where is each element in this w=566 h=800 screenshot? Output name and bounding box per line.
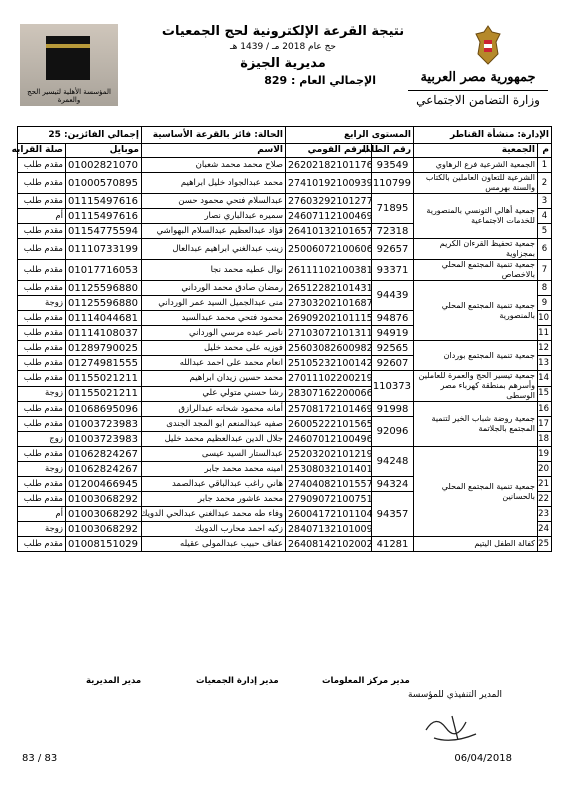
request-number: 93549 (372, 158, 414, 173)
row-number: 6 (538, 239, 552, 260)
column-header-association: الجمعية (414, 144, 538, 158)
person-name: فوزيه على محمد خليل (142, 341, 286, 356)
row-number: 10 (538, 311, 552, 326)
kaaba-image (46, 36, 90, 80)
handwritten-signature (422, 710, 482, 746)
person-name: زكيه احمد محارب الدويك (142, 522, 286, 537)
mobile-number: 01000570895 (66, 173, 142, 194)
row-number: 18 (538, 432, 552, 447)
association-name: جمعية تنمية المجتمع المحلي بالمنصورية (414, 281, 538, 341)
national-id: 25603082600982 (286, 341, 372, 356)
report-title: نتيجة القرعة الإلكترونية لحج الجمعيات (161, 24, 405, 39)
page-header (0, 10, 566, 120)
association-name: جمعية تحفيظ القرءان الكريم بمجزاوية (414, 239, 538, 260)
mobile-number: 01003068292 (66, 507, 142, 522)
table-row (18, 281, 552, 296)
relation: أم (18, 209, 66, 224)
kaaba-photo (20, 24, 118, 106)
request-number: 91998 (372, 402, 414, 417)
person-name: وفاء طه محمد عبدالغني عبدالحي الدويك (142, 507, 286, 522)
association-name: جمعية تنمية المجتمع بوردان (414, 341, 538, 371)
row-number: 9 (538, 296, 552, 311)
relation: أم (18, 507, 66, 522)
relation: مقدم طلب (18, 239, 66, 260)
column-header-national-id: الرقم القومي (286, 144, 372, 158)
mobile-number: 01200466945 (66, 477, 142, 492)
row-number: 20 (538, 462, 552, 477)
national-id: 27410192100939 (286, 173, 372, 194)
mobile-number: 01125596880 (66, 281, 142, 296)
row-number: 13 (538, 356, 552, 371)
national-id: 25708172101469 (286, 402, 372, 417)
person-name: محمود فتحي محمد عبدالسيد (142, 311, 286, 326)
person-name: فؤاد عبدالعظيم عبدالسلام البهواشي (142, 224, 286, 239)
relation: مقدم طلب (18, 158, 66, 173)
mobile-number: 01017716053 (66, 260, 142, 281)
row-number: 24 (538, 522, 552, 537)
mobile-number: 01114044681 (66, 311, 142, 326)
person-name: هاني راغب عبدالباقي عبدالصمد (142, 477, 286, 492)
row-number: 11 (538, 326, 552, 341)
mobile-number: 01274981555 (66, 356, 142, 371)
table-row (18, 194, 552, 209)
relation: مقدم طلب (18, 281, 66, 296)
print-date: 06/04/2018 (454, 753, 512, 764)
table-row (18, 341, 552, 356)
relation: مقدم طلب (18, 341, 66, 356)
relation: مقدم طلب (18, 402, 66, 417)
request-number: 94248 (372, 447, 414, 477)
row-number: 5 (538, 224, 552, 239)
request-number: 110799 (372, 173, 414, 194)
row-number: 19 (538, 447, 552, 462)
mobile-number: 01110733199 (66, 239, 142, 260)
results-table (11, 126, 552, 552)
row-number: 14 (538, 371, 552, 387)
request-number: 92607 (372, 356, 414, 371)
relation: مقدم طلب (18, 537, 66, 552)
mobile-number: 01115497616 (66, 194, 142, 209)
national-id: 27603292101277 (286, 194, 372, 209)
relation: مقدم طلب (18, 260, 66, 281)
person-name: نوال عطيه محمد نجا (142, 260, 286, 281)
request-number: 94919 (372, 326, 414, 341)
photo-caption: المؤسسة الأهلية لتيسير الحج والعمرة (27, 88, 111, 104)
request-number: 93371 (372, 260, 414, 281)
national-id: 26004172101104 (286, 507, 372, 522)
relation: مقدم طلب (18, 311, 66, 326)
person-name: صفيه عبدالمنعم ابو المجد الجندى (142, 417, 286, 432)
table-row (18, 537, 552, 552)
row-number: 4 (538, 209, 552, 224)
national-id: 25308032101401 (286, 462, 372, 477)
association-name: جمعية روضة شباب الخير لتنمية المجتمع بالجلاتمة (414, 402, 538, 447)
column-header-number: م (538, 144, 552, 158)
row-number: 2 (538, 173, 552, 194)
row-number: 23 (538, 507, 552, 522)
signature-directorate: مدير المديرية (86, 676, 142, 686)
request-number: 71895 (372, 194, 414, 224)
person-name: أمانه محمود شحاته عبدالرازق (142, 402, 286, 417)
mobile-number: 01062824267 (66, 447, 142, 462)
national-id: 26202182101176 (286, 158, 372, 173)
signature-info-center: مدير مركز المعلومات (322, 676, 410, 686)
person-name: جلال الدين عبدالعظيم محمد خليل (142, 432, 286, 447)
national-id: 25203202101219 (286, 447, 372, 462)
column-header-mobile: موبايل (66, 144, 142, 158)
row-number: 17 (538, 417, 552, 432)
season-label: حج عام 2018 مـ / 1439 هـ (230, 42, 336, 52)
person-name: ناصر عبده مرسي الورداني (142, 326, 286, 341)
row-number: 1 (538, 158, 552, 173)
table-row (18, 239, 552, 260)
table-row (18, 402, 552, 417)
association-name: جمعية تنمية المجتمع المحلي بالاخصاص (414, 260, 538, 281)
row-number: 7 (538, 260, 552, 281)
national-id: 24607112100469 (286, 209, 372, 224)
request-number: 110373 (372, 371, 414, 402)
national-id: 26005222101565 (286, 417, 372, 432)
mobile-number: 01003068292 (66, 522, 142, 537)
person-name: عبدالسلام فتحي محمود حسن (142, 194, 286, 209)
relation: مقدم طلب (18, 173, 66, 194)
row-number: 8 (538, 281, 552, 296)
relation: مقدم طلب (18, 447, 66, 462)
row-number: 12 (538, 341, 552, 356)
national-id: 27303202101687 (286, 296, 372, 311)
directorate-label: مديرية الجيزة (240, 56, 326, 71)
national-id: 26909202101115 (286, 311, 372, 326)
national-id: 26410132101657 (286, 224, 372, 239)
request-number: 41281 (372, 537, 414, 552)
admin-label: الإدارة: منشأة القناطر (414, 127, 552, 144)
ministry-title: جمهورية مصر العربية (420, 70, 536, 85)
person-name: منى عبدالجميل السيد عمر الورداني (142, 296, 286, 311)
signature-assoc-admin: مدير إدارة الجمعيات (196, 676, 279, 686)
request-number: 92565 (372, 341, 414, 356)
table-row (18, 447, 552, 462)
column-header-relation: صلة القرابه (18, 144, 66, 158)
request-number: 92657 (372, 239, 414, 260)
table-row (18, 158, 552, 173)
mobile-number: 01289790025 (66, 341, 142, 356)
request-number: 94439 (372, 281, 414, 311)
request-number: 94876 (372, 311, 414, 326)
row-number: 16 (538, 402, 552, 417)
person-name: سميره عبدالباري نصار (142, 209, 286, 224)
signature-executive: المدير التنفيذي للمؤسسة (407, 690, 502, 700)
mobile-number: 01155021211 (66, 386, 142, 402)
person-name: عفاف حبيب عبدالمولى عقيله (142, 537, 286, 552)
mobile-number: 01125596880 (66, 296, 142, 311)
winners-label: إجمالي الفائزين: 25 (18, 127, 142, 144)
national-id: 26111102100381 (286, 260, 372, 281)
person-name: عبدالستار السيد عيسى (142, 447, 286, 462)
level-label: المستوى الرابع (286, 127, 414, 144)
request-number: 92096 (372, 417, 414, 447)
relation: زوجة (18, 386, 66, 402)
request-number: 94357 (372, 492, 414, 537)
mobile-number: 01068695096 (66, 402, 142, 417)
grand-total: الإجمالي العام : 829 (264, 74, 376, 87)
column-header-name: الاسم (142, 144, 286, 158)
mobile-number: 01008151029 (66, 537, 142, 552)
person-name: محمد عاشور محمد جابر (142, 492, 286, 507)
table-row (18, 173, 552, 194)
page-number: 83 / 83 (22, 753, 58, 764)
relation: مقدم طلب (18, 492, 66, 507)
association-name: الجمعية الشرعية فرع الرهاوي (414, 158, 538, 173)
row-number: 21 (538, 477, 552, 492)
relation: مقدم طلب (18, 194, 66, 209)
national-id: 27909072100751 (286, 492, 372, 507)
relation: مقدم طلب (18, 371, 66, 387)
table-row (18, 371, 552, 387)
row-number: 15 (538, 386, 552, 402)
relation: زوجة (18, 462, 66, 477)
national-id: 27103072101311 (286, 326, 372, 341)
mobile-number: 01003723983 (66, 432, 142, 447)
relation: زوجة (18, 522, 66, 537)
national-id: 28307162200066 (286, 386, 372, 402)
association-name: جمعية تيسير الحج والعمرة للعاملين وأسرهم بمنطقة كهرباء مصر الوسطى (414, 371, 538, 402)
relation: مقدم طلب (18, 477, 66, 492)
relation: زوج (18, 432, 66, 447)
person-name: محمد حسين زيدان ابراهيم (142, 371, 286, 387)
national-id: 27011102200219 (286, 371, 372, 387)
national-id: 26512282101431 (286, 281, 372, 296)
association-name: جمعية تنمية المجتمع المحلي بالحسانين (414, 447, 538, 537)
mobile-number: 01154775594 (66, 224, 142, 239)
mobile-number: 01003068292 (66, 492, 142, 507)
column-header-row (18, 144, 552, 158)
mobile-number: 01002821070 (66, 158, 142, 173)
national-id: 26408142102002 (286, 537, 372, 552)
column-header-request-number: رقم الطلب (372, 144, 414, 158)
national-id: 27404082101557 (286, 477, 372, 492)
mobile-number: 01114108037 (66, 326, 142, 341)
association-name: الشرعية للتعاون العاملين بالكتاب والسنة بهرمس (414, 173, 538, 194)
relation: مقدم طلب (18, 326, 66, 341)
person-name: محمد عبدالجواد خليل ابراهيم (142, 173, 286, 194)
national-id: 25006072100606 (286, 239, 372, 260)
person-name: انعام محمد على احمد عبدالله (142, 356, 286, 371)
eagle-emblem-icon (472, 24, 504, 66)
ministry-subtitle: وزارة التضامن الاجتماعي (408, 90, 548, 107)
person-name: رشا حسني متولي علي (142, 386, 286, 402)
info-row (18, 127, 552, 144)
national-id: 28407132101009 (286, 522, 372, 537)
person-name: صلاح محمد محمد شعبان (142, 158, 286, 173)
person-name: زينب عبدالغني ابراهيم عبدالعال (142, 239, 286, 260)
status-label: الحالة: فائز بالقرعة الأساسية (142, 127, 286, 144)
national-id: 24607012100496 (286, 432, 372, 447)
request-number: 94324 (372, 477, 414, 492)
row-number: 22 (538, 492, 552, 507)
mobile-number: 01155021211 (66, 371, 142, 387)
relation: مقدم طلب (18, 417, 66, 432)
mobile-number: 01003723983 (66, 417, 142, 432)
relation: مقدم طلب (18, 224, 66, 239)
association-name: جمعية أهالي التونسي بالمنصورية للخدمات الاجتماعية (414, 194, 538, 239)
relation: زوجة (18, 296, 66, 311)
mobile-number: 01062824267 (66, 462, 142, 477)
table-row (18, 260, 552, 281)
row-number: 25 (538, 537, 552, 552)
row-number: 3 (538, 194, 552, 209)
person-name: رمضان صادق محمد الورداني (142, 281, 286, 296)
association-name: كفالة الطفل اليتيم (414, 537, 538, 552)
national-id: 25105232100142 (286, 356, 372, 371)
relation: مقدم طلب (18, 356, 66, 371)
request-number: 72318 (372, 224, 414, 239)
mobile-number: 01115497616 (66, 209, 142, 224)
person-name: امينه محمد محمد جابر (142, 462, 286, 477)
